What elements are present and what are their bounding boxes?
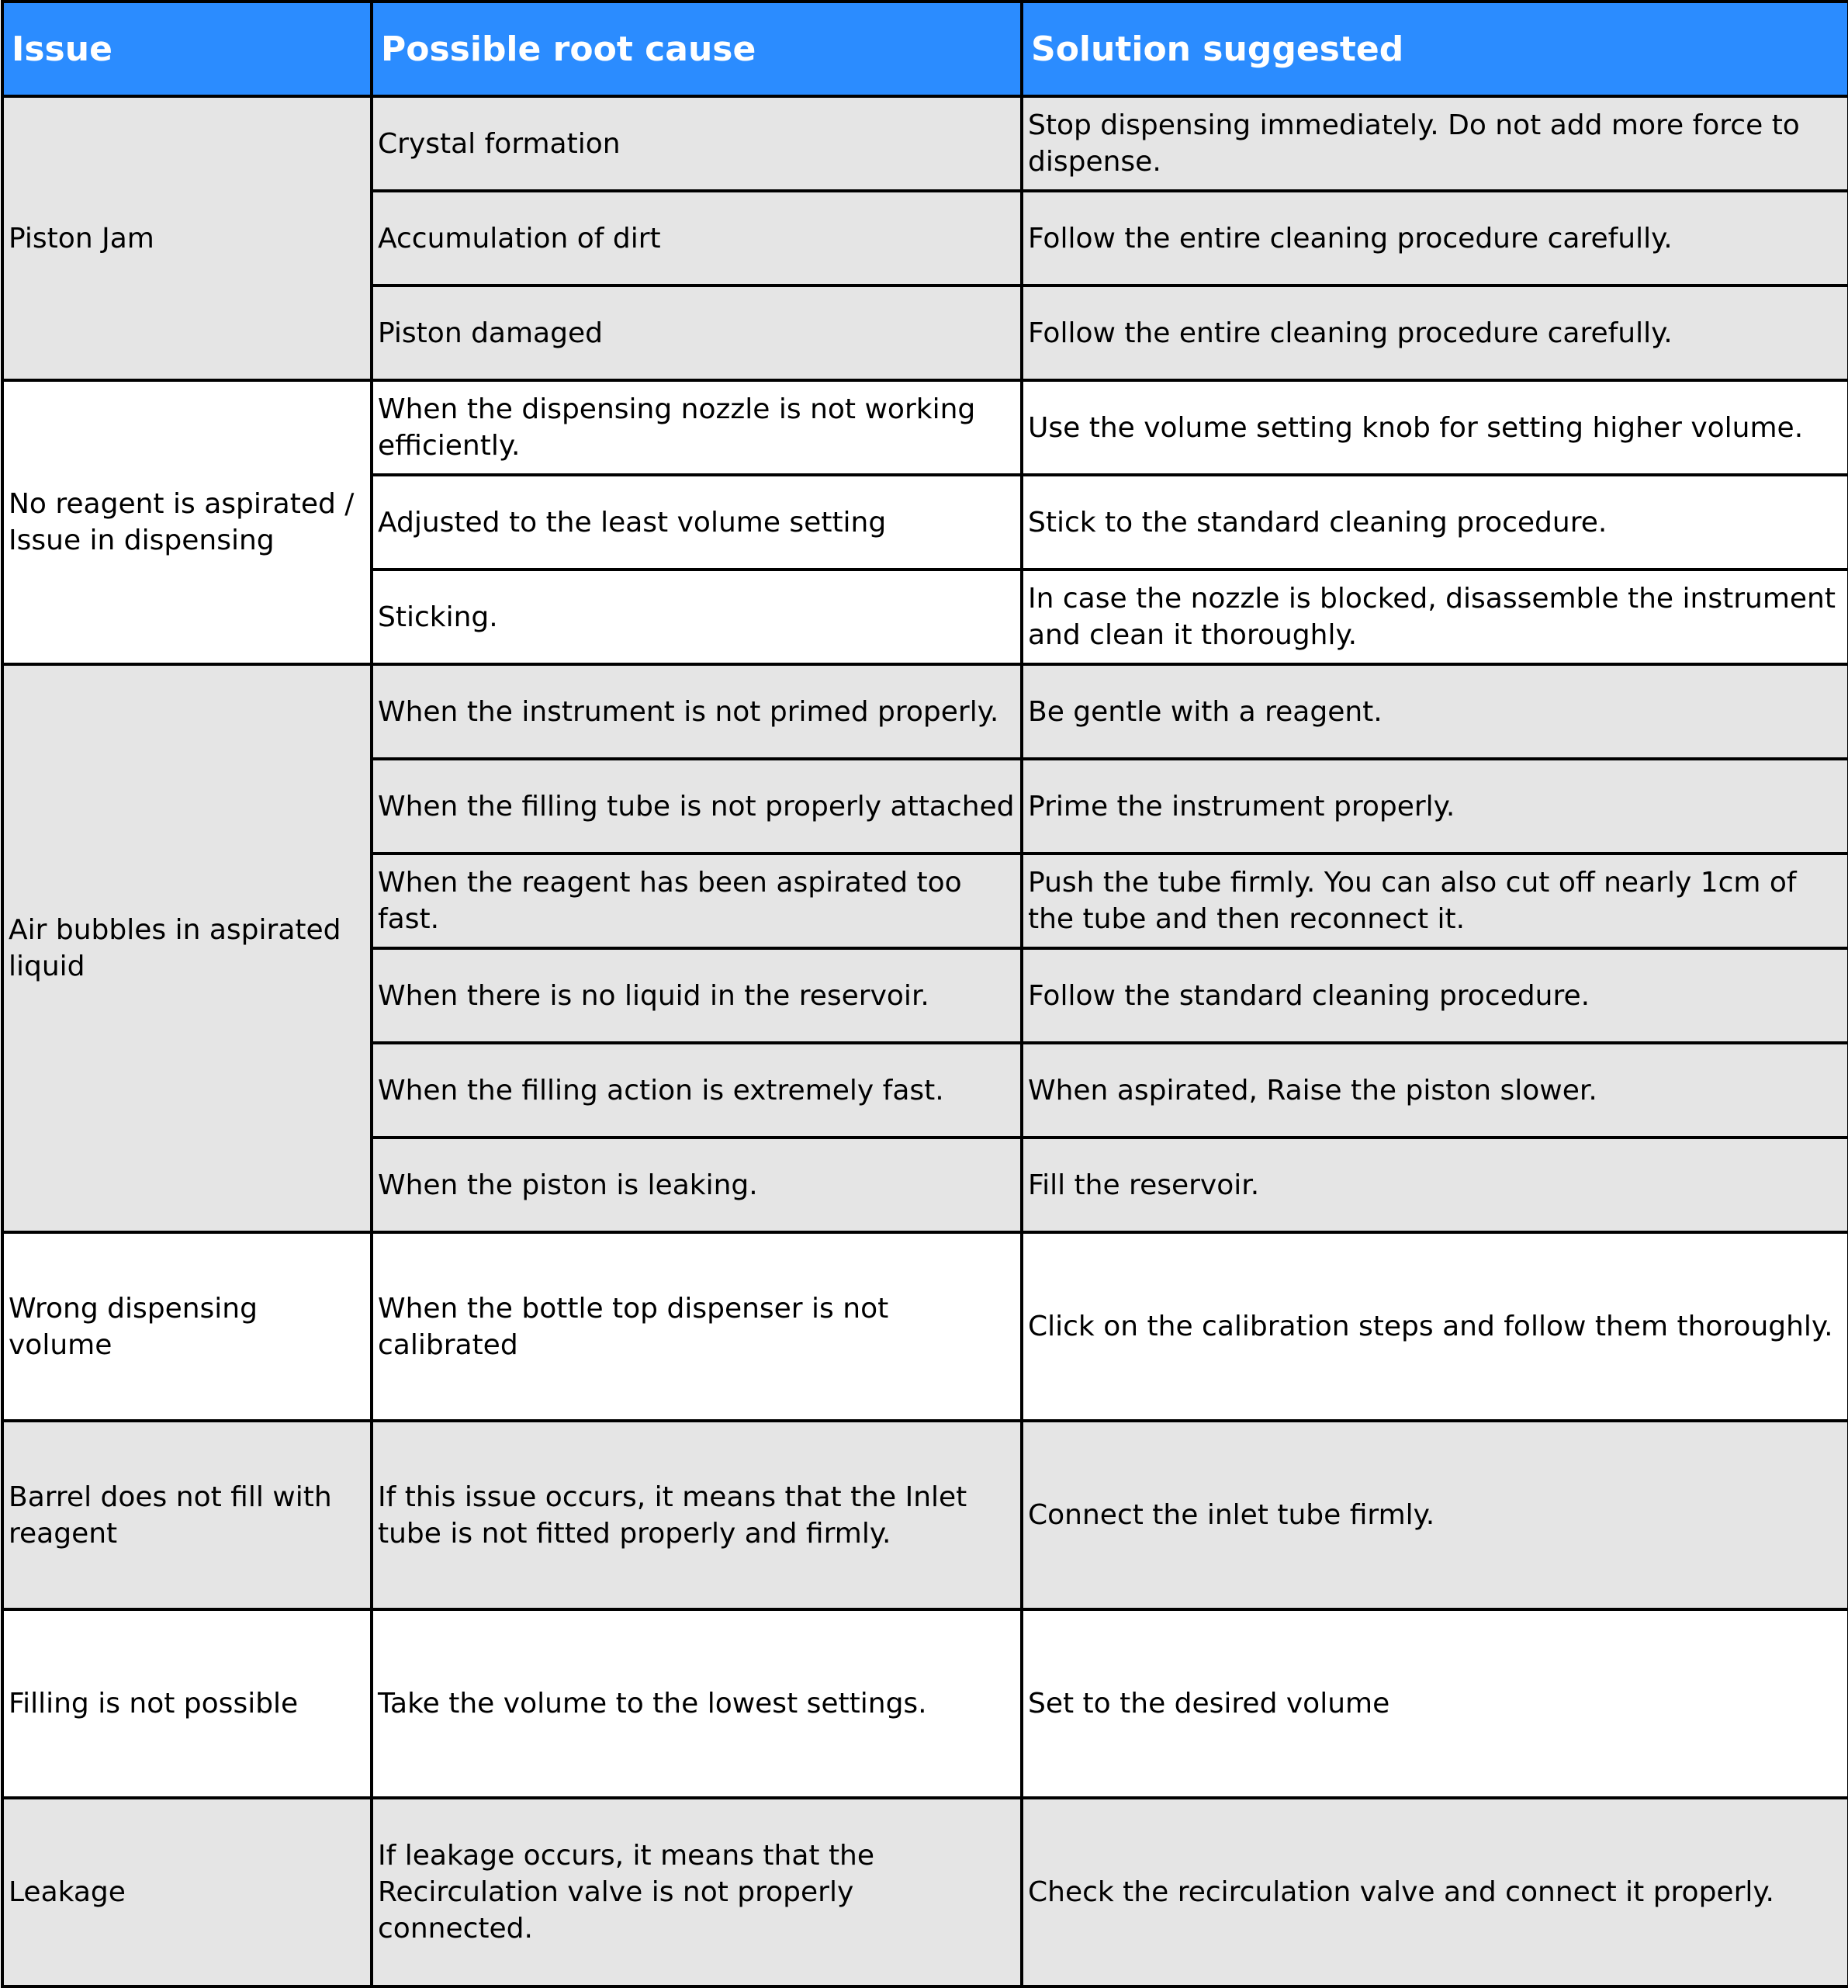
cause-cell: When the instrument is not primed properly. xyxy=(372,664,1022,759)
issue-group-piston-jam xyxy=(2,96,1848,380)
issue-cell: Air bubbles in aspirated liquid xyxy=(2,664,372,1232)
solution-cell: Click on the calibration steps and follow them thoroughly. xyxy=(1022,1232,1848,1421)
cause-cell: When the bottle top dispenser is not calibrated xyxy=(372,1232,1022,1421)
cause-cell: When the piston is leaking. xyxy=(372,1138,1022,1232)
issue-cell: Leakage xyxy=(2,1798,372,1986)
cause-cell: Adjusted to the least volume setting xyxy=(372,475,1022,570)
issue-cell: Wrong dispensing volume xyxy=(2,1232,372,1421)
issue-cell: Piston Jam xyxy=(2,96,372,380)
solution-cell: Stop dispensing immediately. Do not add more force to dispense. xyxy=(1022,96,1848,191)
header-issue: Issue xyxy=(2,2,372,96)
issue-group-wrong-volume xyxy=(2,1232,1848,1421)
table-row xyxy=(2,1798,1848,1986)
header-cause: Possible root cause xyxy=(372,2,1022,96)
issue-group-air-bubbles xyxy=(2,664,1848,1232)
cause-cell: Sticking. xyxy=(372,570,1022,664)
cause-cell: Accumulation of dirt xyxy=(372,191,1022,286)
troubleshooting-table xyxy=(1,0,1848,1988)
solution-cell: Fill the reservoir. xyxy=(1022,1138,1848,1232)
solution-cell: Follow the entire cleaning procedure carefully. xyxy=(1022,286,1848,380)
issue-cell: No reagent is aspirated / Issue in dispensing xyxy=(2,380,372,664)
issue-group-filling-not-possible xyxy=(2,1609,1848,1798)
cause-cell: If this issue occurs, it means that the Inlet tube is not fitted properly and firmly. xyxy=(372,1421,1022,1609)
table-row xyxy=(2,1609,1848,1798)
cause-cell: If leakage occurs, it means that the Recirculation valve is not properly connected. xyxy=(372,1798,1022,1986)
solution-cell: Stick to the standard cleaning procedure. xyxy=(1022,475,1848,570)
cause-cell: Crystal formation xyxy=(372,96,1022,191)
issue-group-leakage xyxy=(2,1798,1848,1986)
solution-cell: Be gentle with a reagent. xyxy=(1022,664,1848,759)
solution-cell: In case the nozzle is blocked, disassemble the instrument and clean it thoroughly. xyxy=(1022,570,1848,664)
cause-cell: When the reagent has been aspirated too fast. xyxy=(372,854,1022,948)
solution-cell: Push the tube firmly. You can also cut off nearly 1cm of the tube and then reconnect it. xyxy=(1022,854,1848,948)
cause-cell: Take the volume to the lowest settings. xyxy=(372,1609,1022,1798)
solution-cell: Check the recirculation valve and connect it properly. xyxy=(1022,1798,1848,1986)
issue-cell: Filling is not possible xyxy=(2,1609,372,1798)
header-row xyxy=(2,2,1848,96)
solution-cell: Use the volume setting knob for setting higher volume. xyxy=(1022,380,1848,475)
cause-cell: When the dispensing nozzle is not working efficiently. xyxy=(372,380,1022,475)
table-row xyxy=(2,1421,1848,1609)
table-row xyxy=(2,96,1848,191)
solution-cell: Follow the entire cleaning procedure carefully. xyxy=(1022,191,1848,286)
solution-cell: When aspirated, Raise the piston slower. xyxy=(1022,1043,1848,1138)
header-solution: Solution suggested xyxy=(1022,2,1848,96)
solution-cell: Set to the desired volume xyxy=(1022,1609,1848,1798)
cause-cell: When there is no liquid in the reservoir. xyxy=(372,948,1022,1043)
issue-group-barrel-not-fill xyxy=(2,1421,1848,1609)
solution-cell: Connect the inlet tube firmly. xyxy=(1022,1421,1848,1609)
cause-cell: Piston damaged xyxy=(372,286,1022,380)
issue-cell: Barrel does not fill with reagent xyxy=(2,1421,372,1609)
cause-cell: When the filling action is extremely fast. xyxy=(372,1043,1022,1138)
solution-cell: Follow the standard cleaning procedure. xyxy=(1022,948,1848,1043)
table-row xyxy=(2,1232,1848,1421)
table-row xyxy=(2,664,1848,759)
cause-cell: When the filling tube is not properly attached xyxy=(372,759,1022,854)
issue-group-no-reagent xyxy=(2,380,1848,664)
table-row xyxy=(2,380,1848,475)
solution-cell: Prime the instrument properly. xyxy=(1022,759,1848,854)
